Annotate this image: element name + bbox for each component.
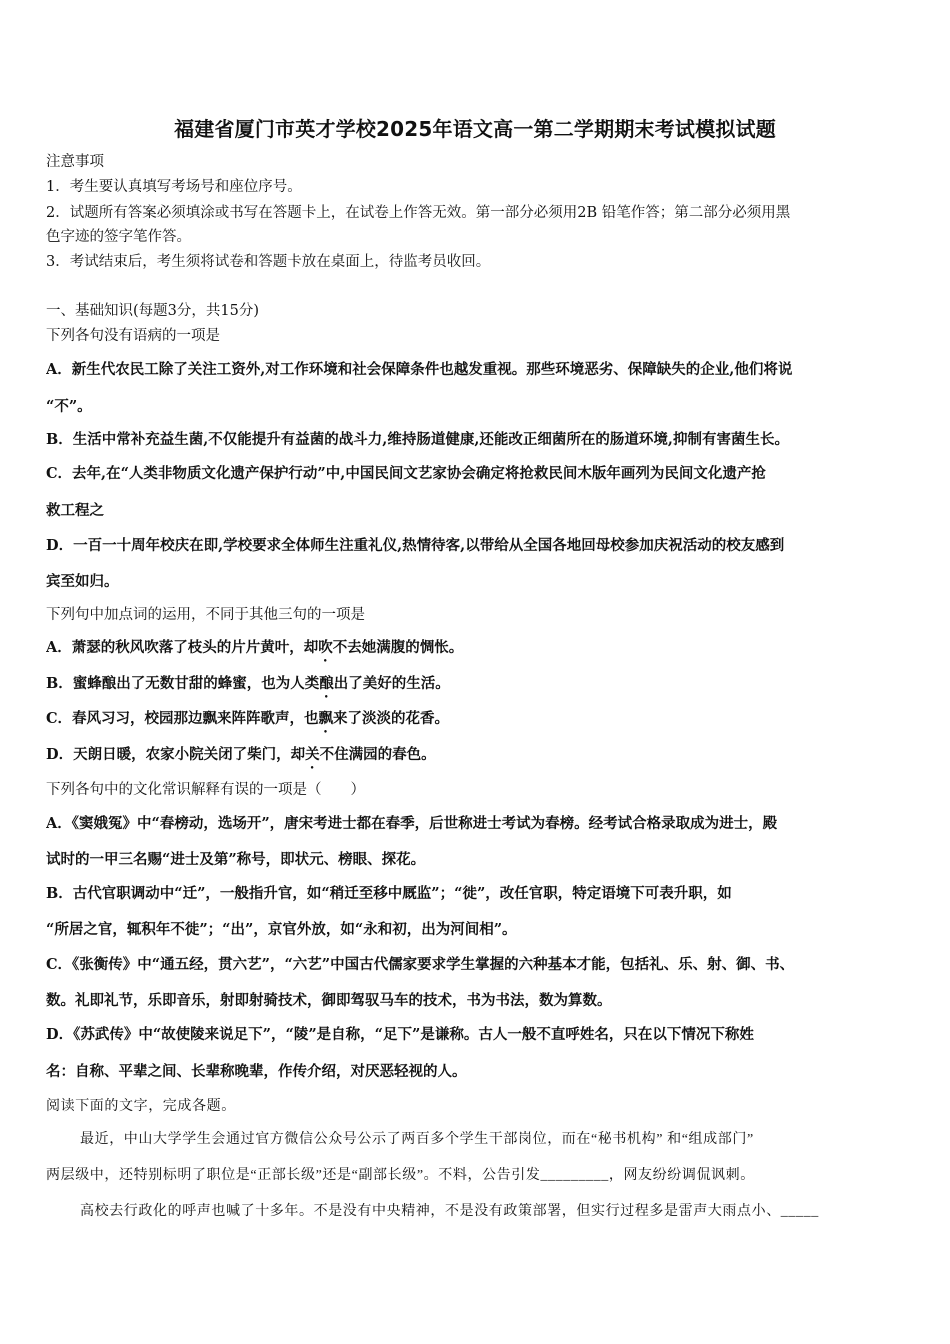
question-3-stem: 下列各句中的文化常识解释有误的一项是（ ） <box>46 782 365 798</box>
dotted-word: 酿 <box>319 675 334 692</box>
dotted-word: 关 <box>305 746 320 763</box>
question-1-option-c: C．去年,在“人类非物质文化遗产保护行动”中,中国民间文艺家协会确定将抢救民间木版年画列为民间文化遗产抢 <box>46 465 766 482</box>
question-3-option-b-cont: “所居之官，辄积年不徙”；“出”，京官外放，如“永和初，出为河间相”。 <box>46 921 517 938</box>
question-2-option-c: C．春风习习，校园那边飘来阵阵歌声，也飘来了淡淡的花香。 <box>46 710 450 727</box>
question-3-option-b: B．古代官职调动中“迁”，一般指升官，如“稍迁至移中厩监”；“徙”，改任官职，特定语境下可表升职，如 <box>46 885 732 902</box>
notice-heading: 注意事项 <box>46 154 104 170</box>
question-2-option-a: A．萧瑟的秋风吹落了枝头的片片黄叶，却吹不去她满腹的惆怅。 <box>46 639 464 656</box>
question-1-option-d: D．一百一十周年校庆在即,学校要求全体师生注重礼仪,热情待客,以带给从全国各地回母校参加庆祝活动的校友感到 <box>46 537 785 554</box>
question-1-option-c-cont: 救工程之 <box>46 502 104 519</box>
question-1-stem: 下列各句没有语病的一项是 <box>46 328 220 344</box>
question-3-option-d: D．《苏武传》中“故使陵来说足下”，“陵”是自称，“足下”是谦称。古人一般不直呼姓名，只在以下情况下称姓 <box>46 1026 754 1043</box>
page-title: 福建省厦门市英才学校2025年语文高一第二学期期末考试模拟试题 <box>174 117 776 141</box>
question-2-option-d: D．天朗日暖，农家小院关闭了柴门，却关不住满园的春色。 <box>46 746 436 763</box>
question-3-option-c: C．《张衡传》中“通五经，贯六艺”，“六艺”中国古代儒家要求学生掌握的六种基本才能，包括礼、乐、射、御、书、 <box>46 956 795 973</box>
reading-intro: 阅读下面的文字，完成各题。 <box>46 1099 236 1114</box>
question-3-option-d-cont: 名：自称、平辈之间、长辈称晚辈，作传介绍，对厌恶轻视的人。 <box>46 1063 467 1080</box>
dotted-word: 飘 <box>318 710 334 727</box>
dotted-word: 吹 <box>318 639 333 656</box>
question-3-option-a-cont: 试时的一甲三名赐“进士及第”称号，即状元、榜眼、探花。 <box>46 851 426 868</box>
question-3-option-c-cont: 数。礼即礼节，乐即音乐，射即射骑技术，御即驾驭马车的技术，书为书法，数为算数。 <box>46 992 612 1009</box>
question-2-stem: 下列句中加点词的运用，不同于其他三句的一项是 <box>46 607 365 623</box>
notice-item-1: 1．考生要认真填写考场号和座位序号。 <box>46 179 302 195</box>
question-3-option-a: A．《窦娥冤》中“春榜动，选场开”，唐宋考进士都在春季，后世称进士考试为春榜。经考试合格录取成为进士，殿 <box>46 815 778 832</box>
question-1-option-d-cont: 宾至如归。 <box>46 573 119 590</box>
reading-paragraph-1: 最近，中山大学学生会通过官方微信公众号公示了两百多个学生干部岗位，而在“秘书机构” 和“组成部门” <box>80 1132 754 1147</box>
question-1-option-a-cont: “不”。 <box>46 398 92 415</box>
notice-item-2-cont: 色字迹的签字笔作答。 <box>46 229 191 245</box>
section-heading: 一、基础知识(每题3分，共15分) <box>46 303 259 319</box>
notice-item-3: 3．考试结束后，考生须将试卷和答题卡放在桌面上，待监考员收回。 <box>46 254 491 270</box>
question-1-option-b: B．生活中常补充益生菌,不仅能提升有益菌的战斗力,维持肠道健康,还能改正细菌所在的肠道环境,抑制有害菌生长。 <box>46 431 789 448</box>
question-1-option-a: A．新生代农民工除了关注工资外,对工作环境和社会保障条件也越发重视。那些环境恶劣、保障缺失的企业,他们将说 <box>46 361 793 378</box>
reading-paragraph-1-cont: 两层级中，还特别标明了职位是“正部长级”还是“副部长级”。不料，公告引发_________，网友纷纷调侃讽刺。 <box>46 1168 755 1183</box>
reading-paragraph-2: 高校去行政化的呼声也喊了十多年。不是没有中央精神，不是没有政策部署，但实行过程多是雷声大雨点小、_____ <box>80 1204 819 1219</box>
question-2-option-b: B．蜜蜂酿出了无数甘甜的蜂蜜，也为人类酿出了美好的生活。 <box>46 675 450 692</box>
notice-item-2: 2．试题所有答案必须填涂或书写在答题卡上，在试卷上作答无效。第一部分必须用2B 铅笔作答；第二部分必须用黑 <box>46 205 791 221</box>
